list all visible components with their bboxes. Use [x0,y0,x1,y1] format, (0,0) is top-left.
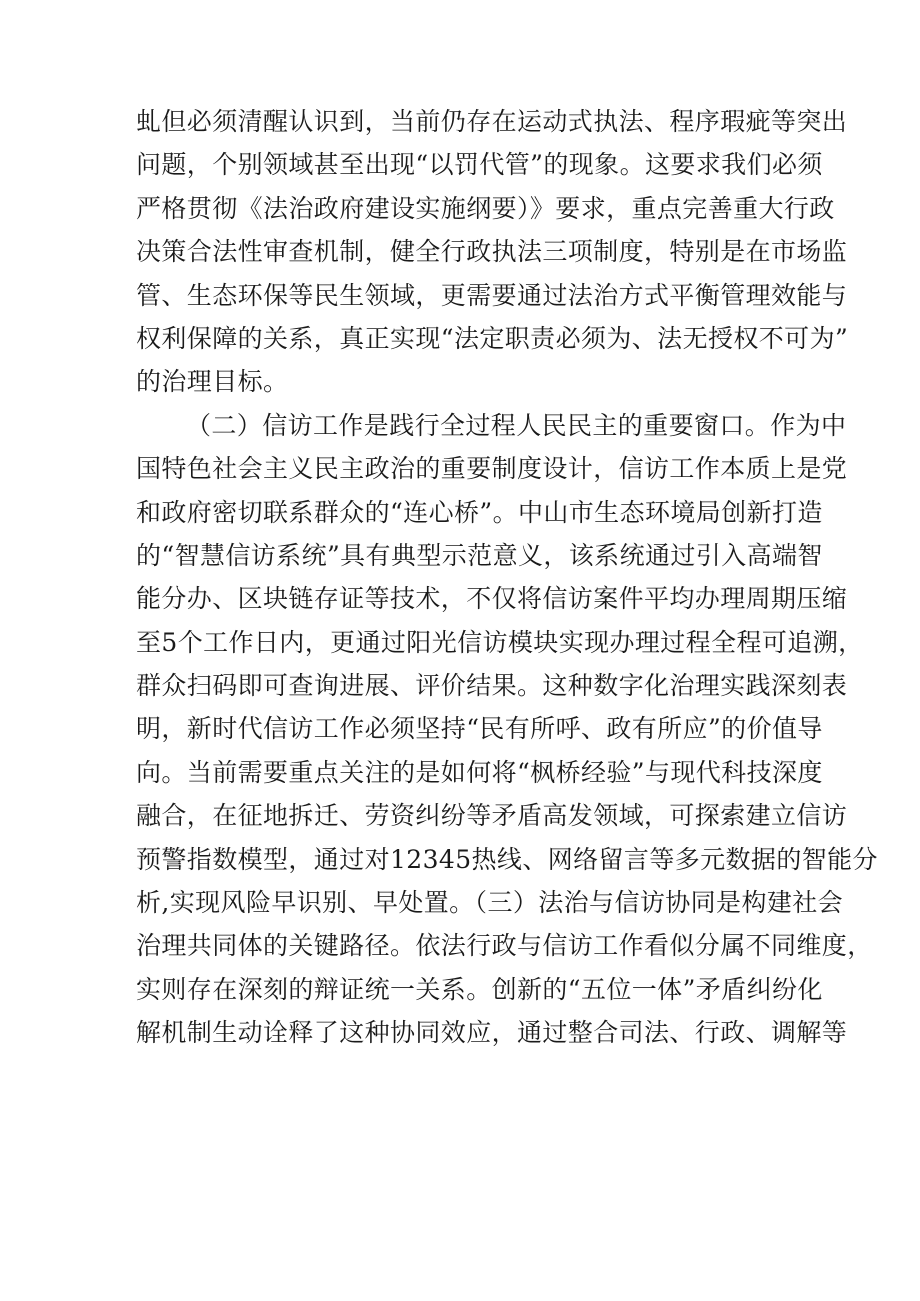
text-line: 国特色社会主义民主政治的重要制度设计，信访工作本质上是党 [136,454,848,484]
text-line: 管、生态环保等民生领域，更需要通过法治方式平衡管理效能与 [136,280,848,310]
text-line: 群众扫码即可查询进展、评价结果。这种数字化治理实践深刻表 [136,671,848,701]
text-line: 预警指数模型，通过对12345热线、网络留言等多元数据的智能分 [136,844,878,874]
text-line: 权利保障的关系，真正实现“法定职责必须为、法无授权不可为” [136,323,849,353]
text-line: 至5个工作日内，更通过阳光信访模块实现办理过程全程可追溯， [136,627,864,657]
text-line: 实则存在深刻的辩证统一关系。创新的“五位一体”矛盾纠纷化 [136,974,823,1004]
text-line: 和政府密切联系群众的“连心桥”。中山市生态环境局创新打造 [136,497,823,527]
text-line: 融合，在征地拆迁、劳资纠纷等矛盾高发领域，可探索建立信访 [136,801,848,831]
text-line: 的治理目标。 [136,367,289,397]
text-line: 向。当前需要重点关注的是如何将“枫桥经验”与现代科技深度 [136,757,823,787]
paragraph-2 [136,404,878,1055]
text-line: （二）信访工作是践行全过程人民民主的重要窗口。作为中 [186,410,847,440]
text-line: 问题，个别领域甚至出现“以罚代管”的现象。这要求我们必须 [136,150,823,180]
text-line: 解机制生动诠释了这种协同效应，通过整合司法、行政、调解等 [136,1018,848,1048]
text-line: 能分办、区块链存证等技术，不仅将信访案件平均办理周期压缩 [136,584,848,614]
text-line: 严格贯彻《法治政府建设实施纲要）》要求，重点完善重大行政 [136,193,835,223]
text-line: 治理共同体的关键路径。依法行政与信访工作看似分属不同维度， [136,931,873,961]
text-line: 析,实现风险早识别、早处置。（三）法治与信访协同是构建社会 [136,888,844,918]
text-line: 明，新时代信访工作必须坚持“民有所呼、政有所应”的价值导 [136,714,823,744]
document-body [136,100,878,1055]
paragraph-1 [136,100,849,404]
text-line: 决策合法性审查机制，健全行政执法三项制度，特别是在市场监 [136,237,848,267]
text-line: 的“智慧信访系统”具有典型示范意义，该系统通过引入高端智 [136,540,823,570]
text-line: 虬但必须清醒认识到，当前仍存在运动式执法、程序瑕疵等突出 [136,107,848,136]
